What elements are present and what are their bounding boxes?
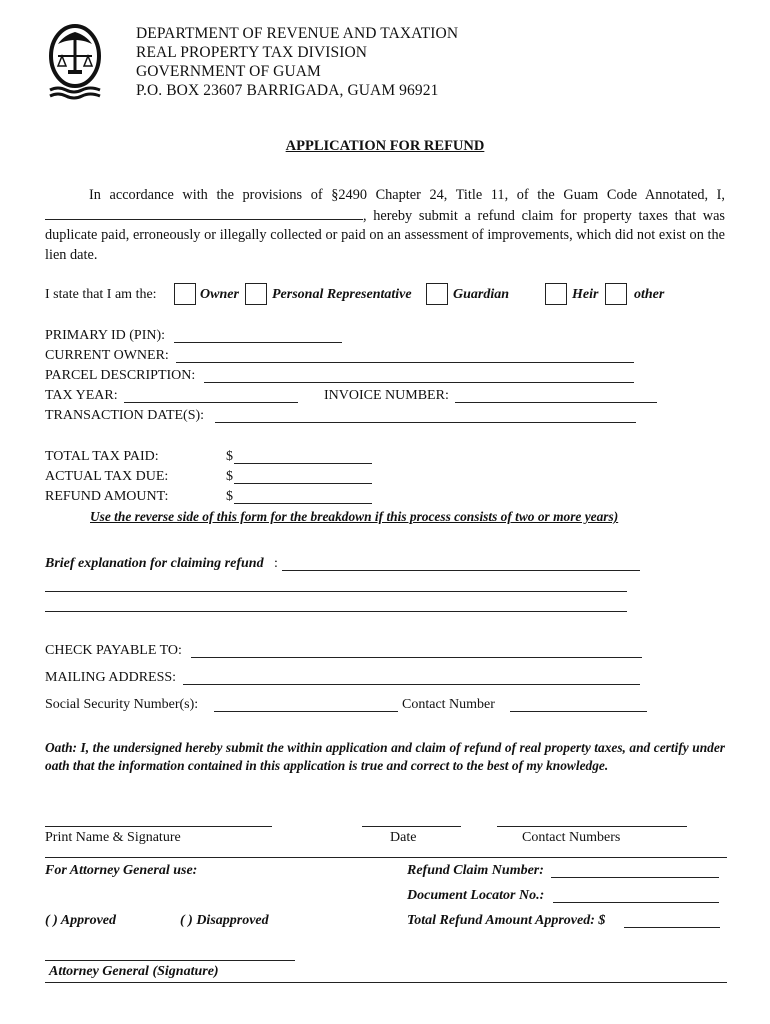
contact-number-label: Contact Number [402, 697, 495, 712]
ssn-label: Social Security Number(s): [45, 697, 199, 712]
explanation-colon: : [274, 556, 278, 571]
personal-representative-label: Personal Representative [272, 287, 412, 302]
parcel-description-label: PARCEL DESCRIPTION: [45, 368, 196, 383]
tax-year-field[interactable] [124, 402, 298, 403]
guardian-label: Guardian [453, 287, 510, 302]
ssn-field[interactable] [214, 711, 398, 712]
mailing-address-header: P.O. BOX 23607 BARRIGADA, GUAM 96921 [136, 82, 439, 99]
total-tax-paid-currency: $ [226, 449, 233, 464]
pin-label: PRIMARY ID (PIN): [45, 328, 166, 343]
total-refund-approved-label: Total Refund Amount Approved: $ [407, 913, 606, 928]
contact-number-field[interactable] [510, 711, 647, 712]
ag-use-label: For Attorney General use: [45, 863, 198, 878]
date-field[interactable] [362, 826, 461, 827]
disapproved-option[interactable]: ( ) Disapproved [180, 913, 269, 928]
oath-statement: Oath: I, the undersigned hereby submit the within application and claim of refund of real property taxes, and certify under oath that the information contained in this application is true and correct to the best of my knowledge. [45, 740, 725, 773]
other-label: other [634, 287, 665, 302]
form-title-text: APPLICATION FOR REFUND [285, 138, 485, 154]
tax-year-label: TAX YEAR: [45, 388, 118, 403]
heir-label: Heir [572, 287, 599, 302]
transaction-dates-field[interactable] [215, 422, 636, 423]
guardian-checkbox[interactable] [426, 283, 448, 305]
owner-label: Owner [200, 287, 239, 302]
reverse-side-note: Use the reverse side of this form for the breakdown if this process consists of two or more years) [90, 509, 619, 524]
personal-representative-checkbox[interactable] [245, 283, 267, 305]
explanation-line-2[interactable] [45, 591, 627, 592]
intro-text-2: , hereby submit a refund claim for property taxes that was duplicate paid, erroneously or illegally collected or paid on an assessment of improvements, which did not exist on the lien date. [45, 207, 725, 263]
date-label: Date [390, 830, 417, 845]
contact-numbers-field[interactable] [497, 826, 687, 827]
refund-amount-currency: $ [226, 489, 233, 504]
ag-signature-label: Attorney General (Signature) [49, 964, 219, 979]
explanation-line-3[interactable] [45, 611, 627, 612]
document-locator-label: Document Locator No.: [407, 888, 545, 903]
actual-tax-due-currency: $ [226, 469, 233, 484]
transaction-dates-label: TRANSACTION DATE(S): [45, 408, 205, 423]
print-name-signature-field[interactable] [45, 826, 272, 827]
total-tax-paid-field[interactable] [234, 463, 372, 464]
refund-claim-number-field[interactable] [551, 877, 719, 878]
ag-signature-field[interactable] [45, 960, 295, 961]
approved-option[interactable]: ( ) Approved [45, 913, 117, 928]
form-title [0, 138, 770, 155]
mailing-address-field[interactable] [183, 684, 640, 685]
state-label: I state that I am the: [45, 287, 157, 302]
refund-amount-field[interactable] [234, 503, 372, 504]
intro-paragraph [45, 186, 725, 265]
guam-seal-logo [44, 22, 106, 102]
mailing-address-label: MAILING ADDRESS: [45, 670, 177, 685]
other-checkbox[interactable] [605, 283, 627, 305]
heir-checkbox[interactable] [545, 283, 567, 305]
ag-section-top-rule [45, 857, 727, 858]
invoice-number-field[interactable] [455, 402, 657, 403]
total-refund-approved-field[interactable] [624, 927, 720, 928]
invoice-number-label: INVOICE NUMBER: [324, 388, 449, 403]
total-tax-paid-label: TOTAL TAX PAID: [45, 449, 159, 464]
document-locator-field[interactable] [553, 902, 719, 903]
print-name-signature-label: Print Name & Signature [45, 830, 181, 845]
actual-tax-due-label: ACTUAL TAX DUE: [45, 469, 169, 484]
check-payable-label: CHECK PAYABLE TO: [45, 643, 182, 658]
current-owner-label: CURRENT OWNER: [45, 348, 169, 363]
government-name: GOVERNMENT OF GUAM [136, 63, 321, 80]
contact-numbers-label: Contact Numbers [522, 830, 621, 845]
refund-amount-label: REFUND AMOUNT: [45, 489, 169, 504]
check-payable-field[interactable] [191, 657, 642, 658]
explanation-label: Brief explanation for claiming refund [45, 556, 264, 571]
claimant-name-field[interactable] [45, 206, 363, 220]
ag-section-bottom-rule [45, 982, 727, 983]
refund-claim-number-label: Refund Claim Number: [407, 863, 544, 878]
intro-text-1: In accordance with the provisions of §2490 Chapter 24, Title 11, of the Guam Code Annotated, I, [89, 187, 725, 203]
owner-checkbox[interactable] [174, 283, 196, 305]
actual-tax-due-field[interactable] [234, 483, 372, 484]
parcel-description-field[interactable] [204, 382, 634, 383]
pin-field[interactable] [174, 342, 342, 343]
department-name: DEPARTMENT OF REVENUE AND TAXATION [136, 25, 459, 42]
division-name: REAL PROPERTY TAX DIVISION [136, 44, 368, 61]
explanation-line-1[interactable] [282, 570, 640, 571]
current-owner-field[interactable] [176, 362, 634, 363]
